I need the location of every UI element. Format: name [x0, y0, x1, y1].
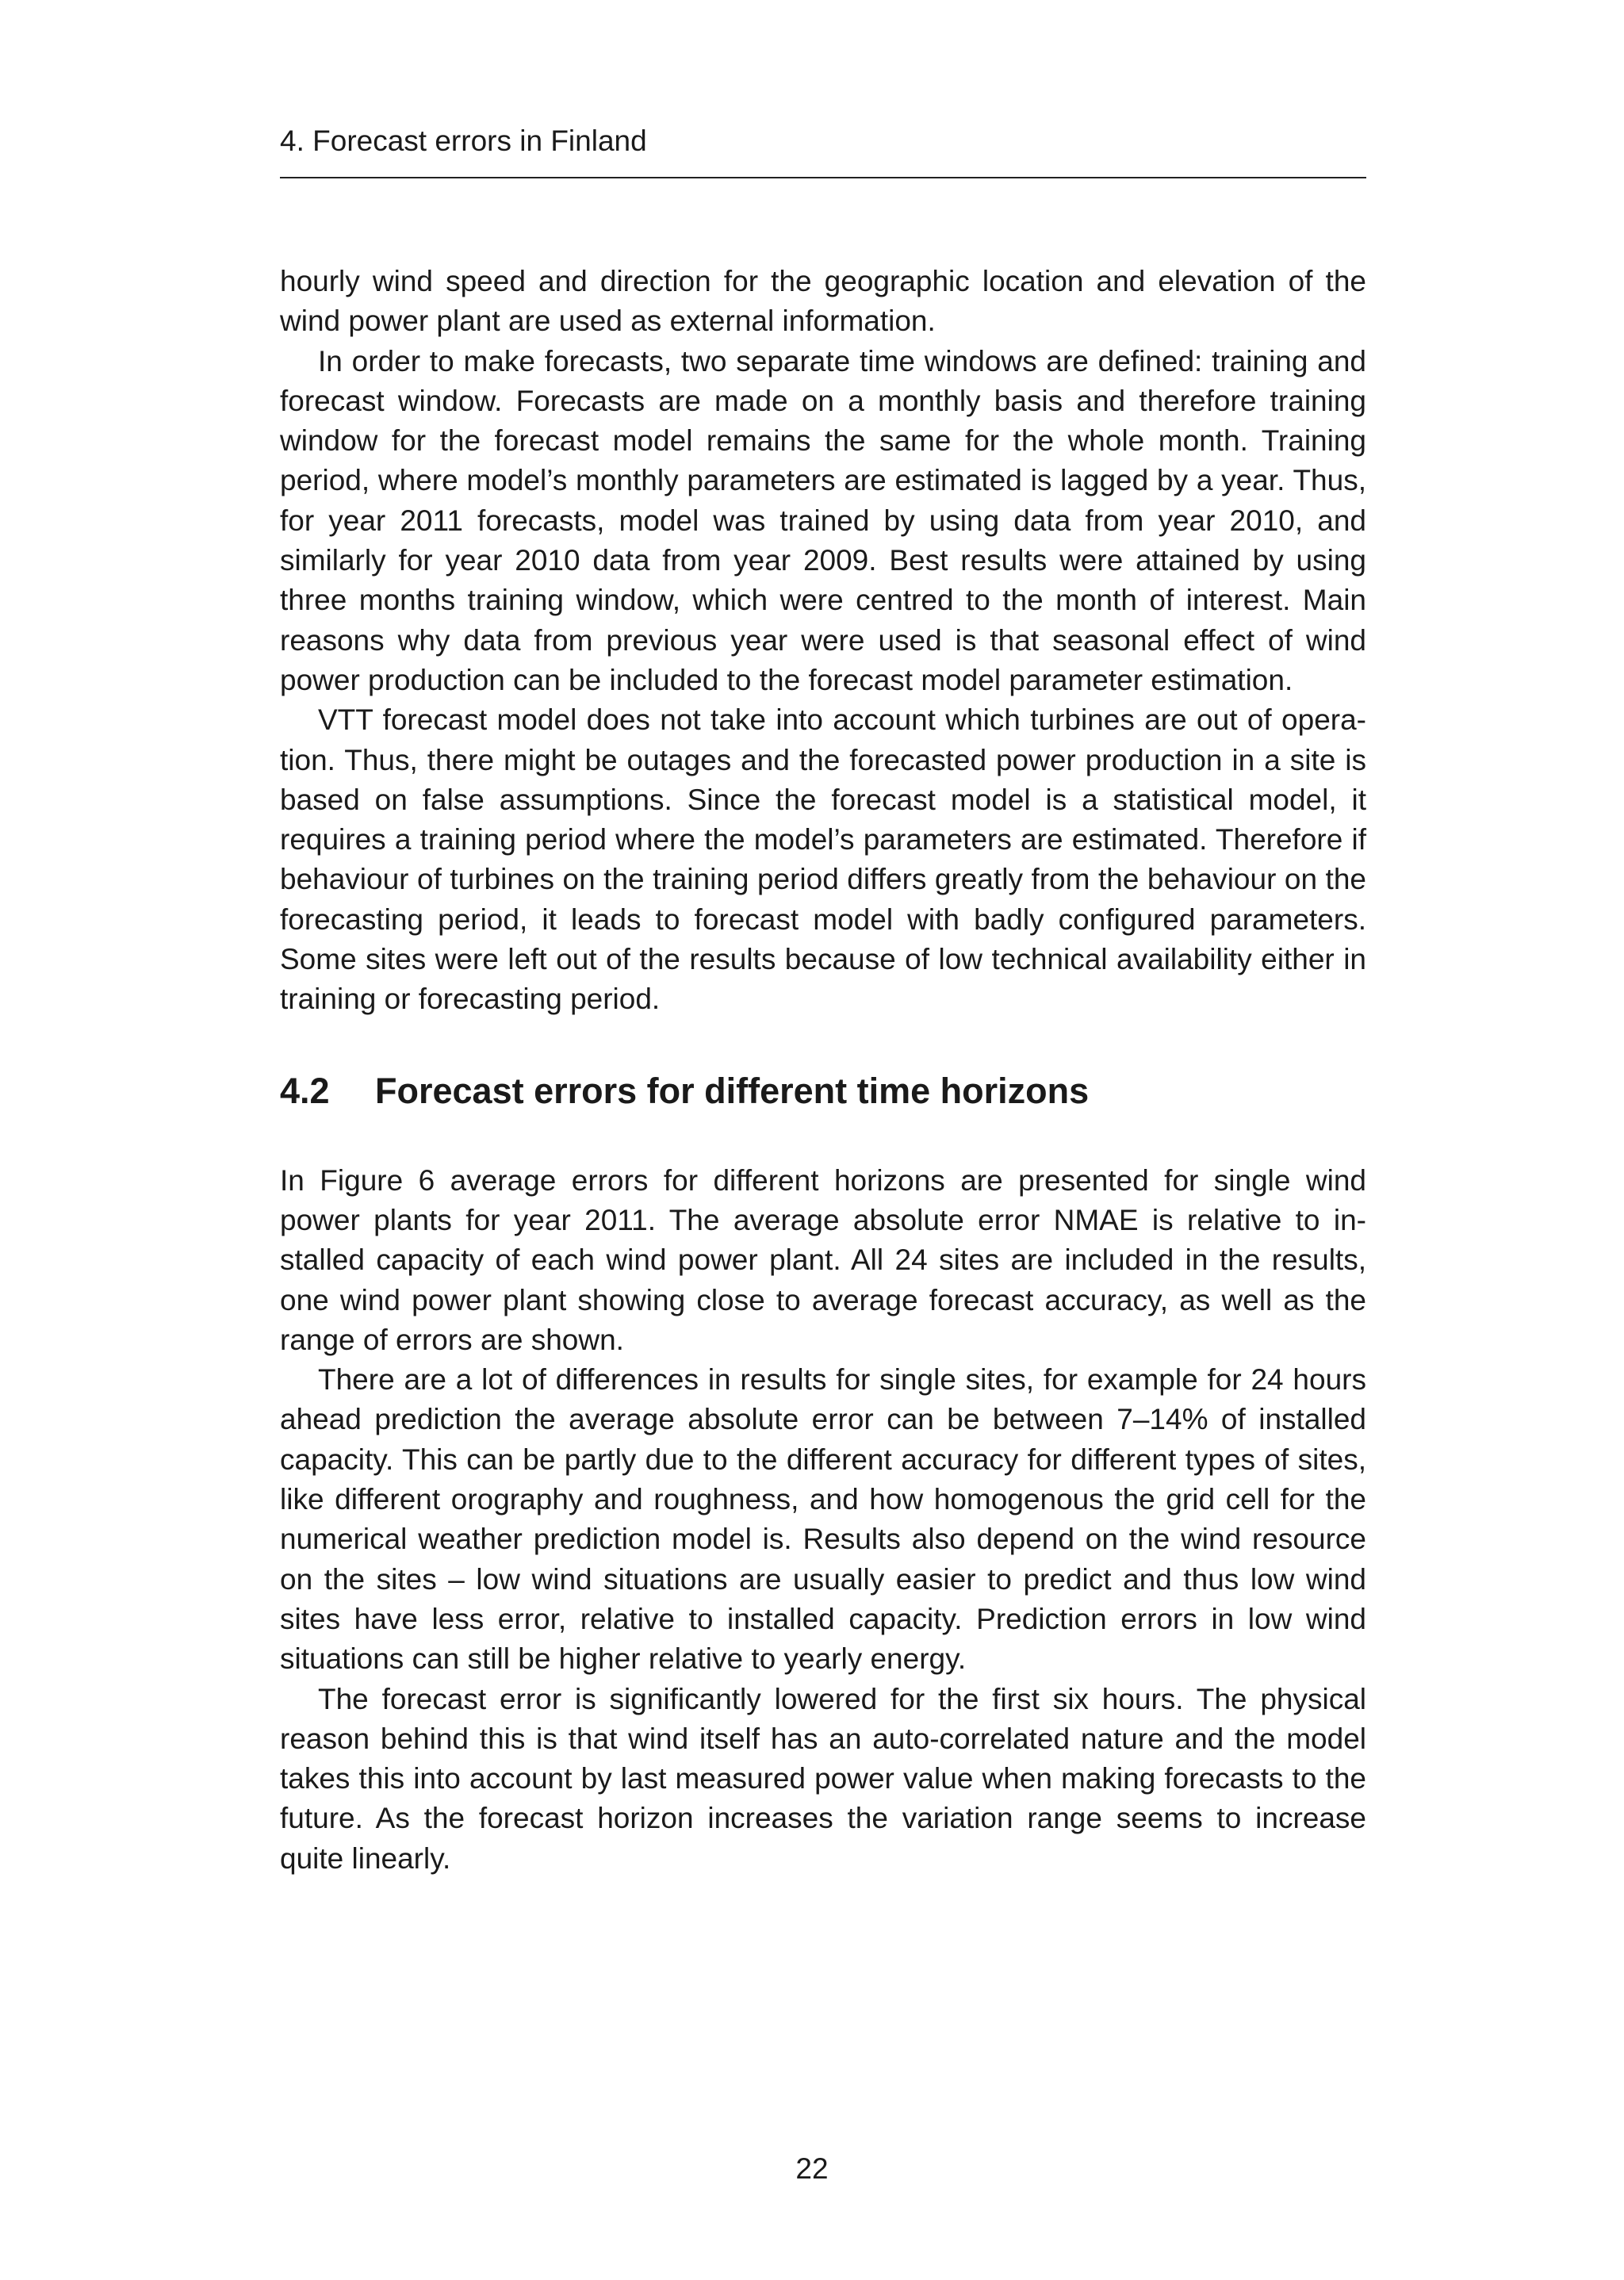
page-body: [280, 262, 1366, 1879]
paragraph: hourly wind speed and direction for the geographic location and elevation of the wind power plant are used as external information.: [280, 265, 1366, 338]
paragraph: The forecast error is significantly lowered for the first six hours. The physical reason behind this is that wind itself has an auto-correlated nature and the model takes this into account by last measured power value when making forecasts to the future. As the forecast horizon increases the variation range seems to increase quite linearly.: [280, 1682, 1366, 1875]
header-rule: [280, 177, 1366, 178]
paragraph: VTT forecast model does not take into account which turbines are out of operation. Thus, there might be outages and the forecasted power production in a site is based on false assumptions. Since the forecast model is a statistical model, it requires a training period where the model’s parameters are estimated. Therefore if behaviour of turbines on the training period differs greatly from the behaviour on the forecasting period, it leads to forecast model with badly configured parameters. Some sites were left out of the results because of low technical availability either in training or forecasting period.: [280, 703, 1366, 1016]
section-number: 4.2: [280, 1070, 330, 1111]
section-heading: [280, 1069, 1366, 1113]
section-title: Forecast errors for different time horizons: [375, 1070, 1090, 1111]
page-number: 22: [795, 2152, 829, 2185]
paragraph: In order to make forecasts, two separate time windows are defined: training and forecast window. Forecasts are made on a monthly basis and therefore training window for the forecast model remains the same for the whole month. Training period, where model’s monthly parameters are estimated is lagged by a year. Thus, for year 2011 forecasts, model was trained by using data from year 2010, and similarly for year 2010 data from year 2009. Best results were attained by using three months training window, which were centred to the month of interest. Main reasons why data from previous year were used is that seasonal effect of wind power production can be included to the forecast model parameter estimation.: [280, 344, 1366, 696]
running-header: 4. Forecast errors in Finland: [280, 125, 647, 157]
paragraph: There are a lot of differences in results for single sites, for example for 24 hours ahead prediction the average absolute error can be between 7–14% of installed capacity. This can be partly due to the different accuracy for different types of sites, like different orography and roughness, and how homogenous the grid cell for the numerical weather prediction model is. Results also depend on the wind resource on the sites – low wind situations are usually easier to predict and thus low wind sites have less error, relative to installed capacity. Prediction errors in low wind situations can still be higher relative to yearly energy.: [280, 1363, 1366, 1676]
paragraph: In Figure 6 average errors for different horizons are presented for single wind power plants for year 2011. The average absolute error NMAE is relative to installed capacity of each wind power plant. All 24 sites are included in the results, one wind power plant showing close to average forecast accuracy, as well as the range of errors are shown.: [280, 1163, 1366, 1356]
